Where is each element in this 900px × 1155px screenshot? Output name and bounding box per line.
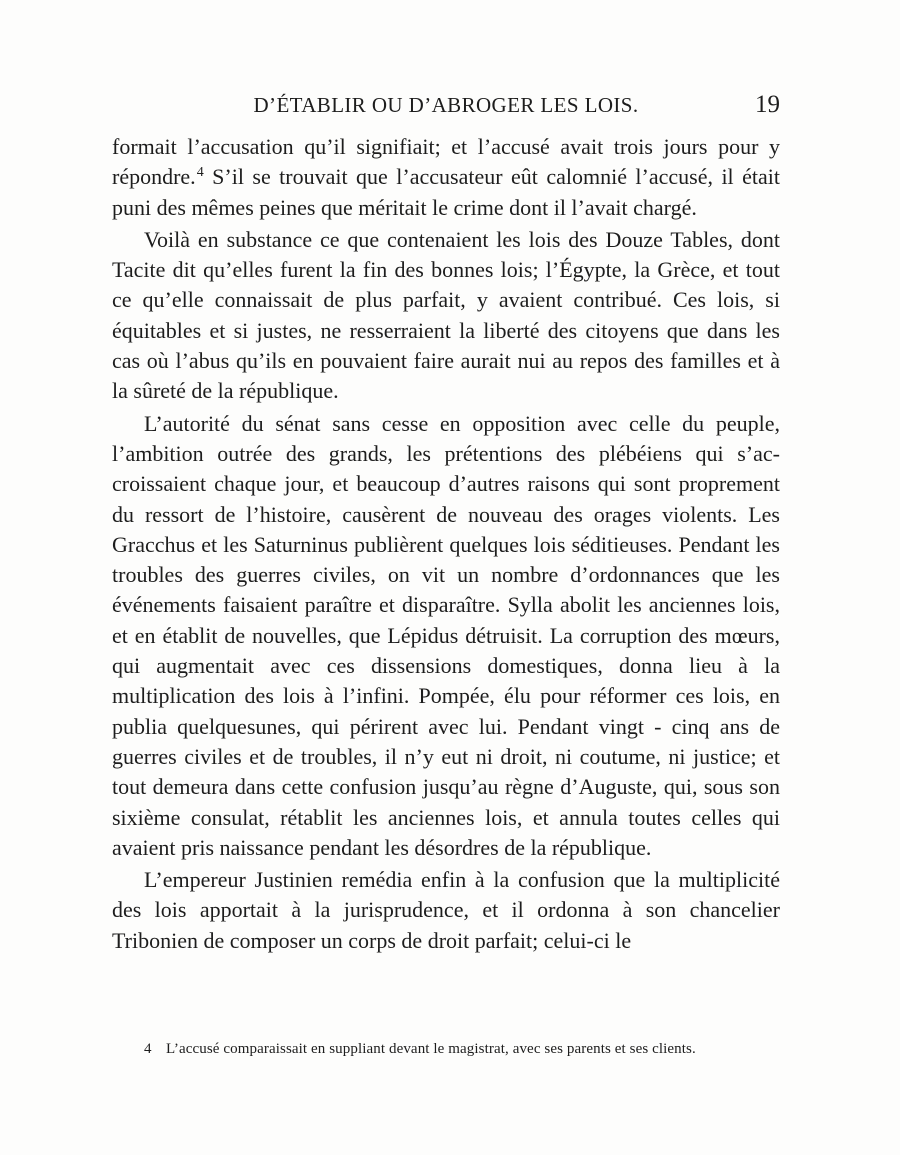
footnote-reference: 4 [196, 164, 204, 180]
footnote [144, 1039, 784, 1059]
paragraph-1 [112, 132, 780, 223]
paragraph-3: L’autorité du sénat sans cesse en opposition avec celle du peuple, l’ambition outrée des grands, les prétentions des plébéiens qui s’accroissaient chaque jour, et beaucoup d’autres raisons qui sont proprement du ressort de l’histoire, causèrent de nouveau des orages violents. Les Gracchus et les Saturninus publièrent quelques lois séditieuses. Pendant les troubles des guerres civiles, on vit un nombre d’ordonnances que les événements faisaient paraître et disparaître. Sylla abolit les anciennes lois, et en établit de nouvelles, que Lépidus détruisit. La corruption des mœurs, qui augmentait avec ces dissensions domestiques, donna lieu à la multiplication des lois à l’infini. Pompée, élu pour réformer ces lois, en publia quelquesunes, qui périrent avec lui. Pendant vingt - cinq ans de guerres civiles et de troubles, il n’y eut ni droit, ni coutume, ni justice; et tout demeura dans cette confusion jusqu’au règne d’Auguste, qui, sous son sixième consulat, rétablit les anciennes lois, et annula toutes celles qui avaient pris naissance pendant les désordres de la république. [112, 410, 780, 860]
paragraph-1-text: formait l’accusation qu’il signifiait; et l’accusé avait trois jours pour y répondre. [112, 134, 780, 190]
running-title: D’ÉTABLIR OU D’ABROGER LES LOIS. [253, 93, 639, 117]
footnote-number: 4 [144, 1041, 152, 1057]
paragraph-1-continuation: S’il se trouvait que l’accusateur eût calomnié l’accusé, il était puni des mêmes peines que méritait le crime dont il l’avait chargé. [112, 164, 780, 220]
paragraph-2: Voilà en substance ce que contenaient les lois des Douze Tables, dont Tacite dit qu’elles furent la fin des bonnes lois; l’Égypte, la Grèce, et tout ce qu’elle connaissait de plus parfait, y avaient contribué. Ces lois, si équitables et si justes, ne resserraient la liberté des citoyens que dans les cas où l’abus qu’ils en pouvaient faire aurait nui au repos des familles et à la sûreté de la république. [112, 226, 780, 404]
page-number: 19 [755, 91, 780, 118]
running-head [112, 89, 780, 121]
paragraph-4: L’empereur Justinien remédia enfin à la confusion que la multiplicité des lois apportait à la jurisprudence, et il ordonna à son chancelier Tribonien de composer un corps de droit parfait; celui-ci le [112, 867, 780, 953]
body-text [112, 132, 780, 956]
footnote-text: L’accusé comparaissait en suppliant devant le magistrat, avec ses parents et ses clients. [166, 1041, 696, 1057]
